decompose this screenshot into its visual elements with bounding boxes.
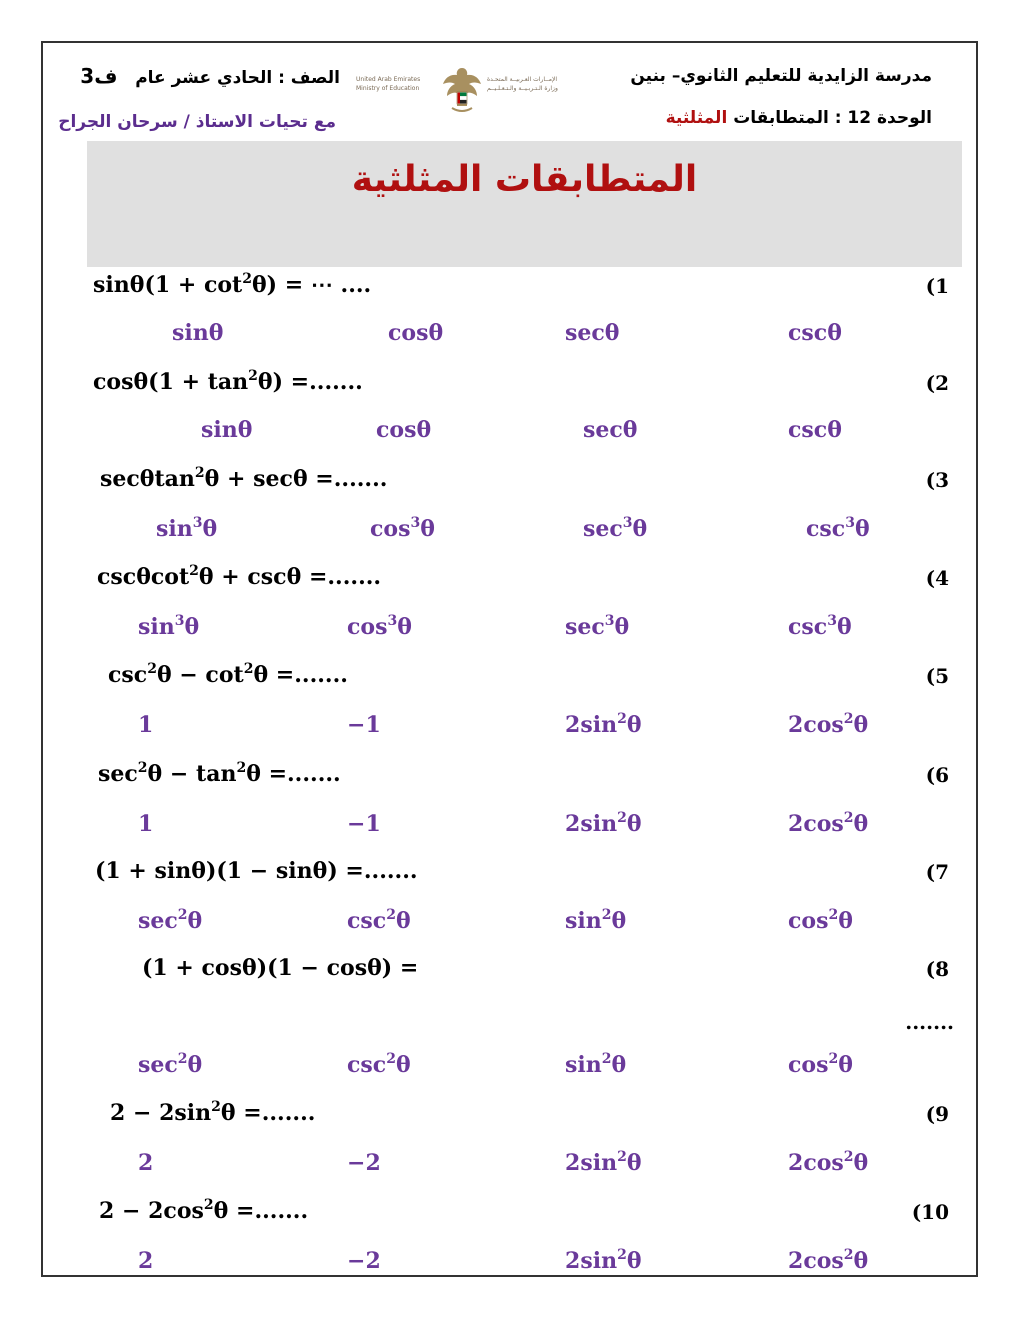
unit-label <box>666 108 932 128</box>
answer-option[interactable]: $\sin^3\theta$ <box>138 613 200 640</box>
question-expression: $2 - 2\cos^2\theta$ =....... <box>99 1197 309 1224</box>
answer-option[interactable]: 2 <box>138 1150 154 1176</box>
answer-option[interactable]: 1 <box>138 712 154 738</box>
answer-option[interactable]: $2\cos^2\theta$ <box>788 1149 869 1176</box>
question-number: (3 <box>925 468 949 492</box>
answer-option[interactable]: $\csc^3\theta$ <box>788 613 852 640</box>
answer-option[interactable]: $\sec^2\theta$ <box>138 1051 203 1078</box>
answer-option[interactable]: secθ <box>583 417 638 443</box>
ministry-logo <box>352 64 572 116</box>
answer-option[interactable]: $\sec^3\theta$ <box>565 613 630 640</box>
question-expression: secθtan$^2$θ + secθ =....... <box>100 465 388 492</box>
unit-prefix: الوحدة 12 : المتطابقات <box>733 108 932 128</box>
answer-option[interactable]: sinθ <box>172 320 224 346</box>
answer-option[interactable]: $\cos^2\theta$ <box>788 907 853 934</box>
question-expression: (1 + sinθ)(1 − sinθ) =....... <box>95 858 418 884</box>
answer-option[interactable]: −1 <box>347 712 381 738</box>
answer-option[interactable]: cscθ <box>788 320 842 346</box>
answer-option[interactable]: $\cos^3\theta$ <box>370 515 435 542</box>
question-number: (6 <box>925 763 949 787</box>
grade-label <box>80 64 340 88</box>
answer-option[interactable]: −1 <box>347 811 381 837</box>
answer-option[interactable]: $2\cos^2\theta$ <box>788 711 869 738</box>
question-expression: (1 + cosθ)(1 − cosθ) = <box>142 955 419 981</box>
unit-suffix: المثلثية <box>665 108 728 128</box>
answer-option[interactable]: $\cos^2\theta$ <box>788 1051 853 1078</box>
teacher-text: مع تحيات الاستاذ / سرحان الجراح <box>58 112 336 132</box>
logo-ar-1: الإمــارات العـربيــة المتحـدة <box>487 76 558 83</box>
answer-option[interactable]: $\csc^3\theta$ <box>806 515 870 542</box>
logo-en-2: Ministry of Education <box>356 85 420 92</box>
question-expression: cscθcot$^2$θ + cscθ =....... <box>97 563 382 590</box>
answer-option[interactable]: sinθ <box>201 417 253 443</box>
answer-option[interactable]: $\csc^2\theta$ <box>347 907 411 934</box>
question-expression: $\csc^2\theta - \cot^2\theta$ =....... <box>108 661 348 688</box>
question-expression: $\cos\theta(1 + \tan^2\theta)$ =....... <box>93 368 363 395</box>
answer-option[interactable]: 2 <box>138 1248 154 1274</box>
question-number: (10 <box>911 1200 949 1224</box>
question-expression: $\sin\theta(1 + \cot^2\theta)$ = ⋯ .... <box>93 271 372 298</box>
answer-option[interactable]: −2 <box>347 1248 381 1274</box>
answer-option[interactable]: cscθ <box>788 417 842 443</box>
question-number: (9 <box>925 1102 949 1126</box>
page-title: المتطابقات المثلثية <box>351 159 698 200</box>
logo-en-1: United Arab Emirates <box>356 76 421 83</box>
question-number: (2 <box>925 371 949 395</box>
answer-option[interactable]: $2\sin^2\theta$ <box>565 1247 642 1274</box>
question-expression: $\sec^2\theta - \tan^2\theta$ =....... <box>98 760 341 787</box>
answer-option[interactable]: secθ <box>565 320 620 346</box>
question-number: (1 <box>925 274 949 298</box>
title-banner <box>87 141 962 267</box>
logo-ar-2: وزارة الـتـربـيــة والـتـعـلـيــم <box>487 85 558 92</box>
question-number: (5 <box>925 664 949 688</box>
question-number: (8 <box>925 957 949 981</box>
answer-option[interactable]: $\sin^3\theta$ <box>156 515 218 542</box>
answer-option[interactable]: $\sec^3\theta$ <box>583 515 648 542</box>
answer-option[interactable]: $2\sin^2\theta$ <box>565 810 642 837</box>
answer-option[interactable]: 1 <box>138 811 154 837</box>
school-name: مدرسة الزايدية للتعليم الثانوي– بنين <box>630 66 932 86</box>
answer-option[interactable]: $\cos^3\theta$ <box>347 613 412 640</box>
answer-option[interactable]: $2\cos^2\theta$ <box>788 810 869 837</box>
question-number: (7 <box>925 860 949 884</box>
falcon-emblem-icon <box>440 64 484 116</box>
section-label: ف3 <box>80 64 118 88</box>
answer-option[interactable]: $\sin^2\theta$ <box>565 1051 627 1078</box>
answer-option[interactable]: $2\cos^2\theta$ <box>788 1247 869 1274</box>
answer-option[interactable]: cosθ <box>388 320 444 346</box>
answer-option[interactable]: $2\sin^2\theta$ <box>565 1149 642 1176</box>
answer-option[interactable]: $\csc^2\theta$ <box>347 1051 411 1078</box>
grade-text: الصف : الحادي عشر عام <box>135 68 340 88</box>
answer-option[interactable]: −2 <box>347 1150 381 1176</box>
answer-option[interactable]: $2\sin^2\theta$ <box>565 711 642 738</box>
question-expression: $2 - 2\sin^2\theta$ =....... <box>110 1099 316 1126</box>
continuation-dots: ....... <box>905 1010 954 1034</box>
teacher-line <box>58 112 336 132</box>
answer-option[interactable]: cosθ <box>376 417 432 443</box>
answer-option[interactable]: $\sec^2\theta$ <box>138 907 203 934</box>
answer-option[interactable]: $\sin^2\theta$ <box>565 907 627 934</box>
question-number: (4 <box>925 566 949 590</box>
